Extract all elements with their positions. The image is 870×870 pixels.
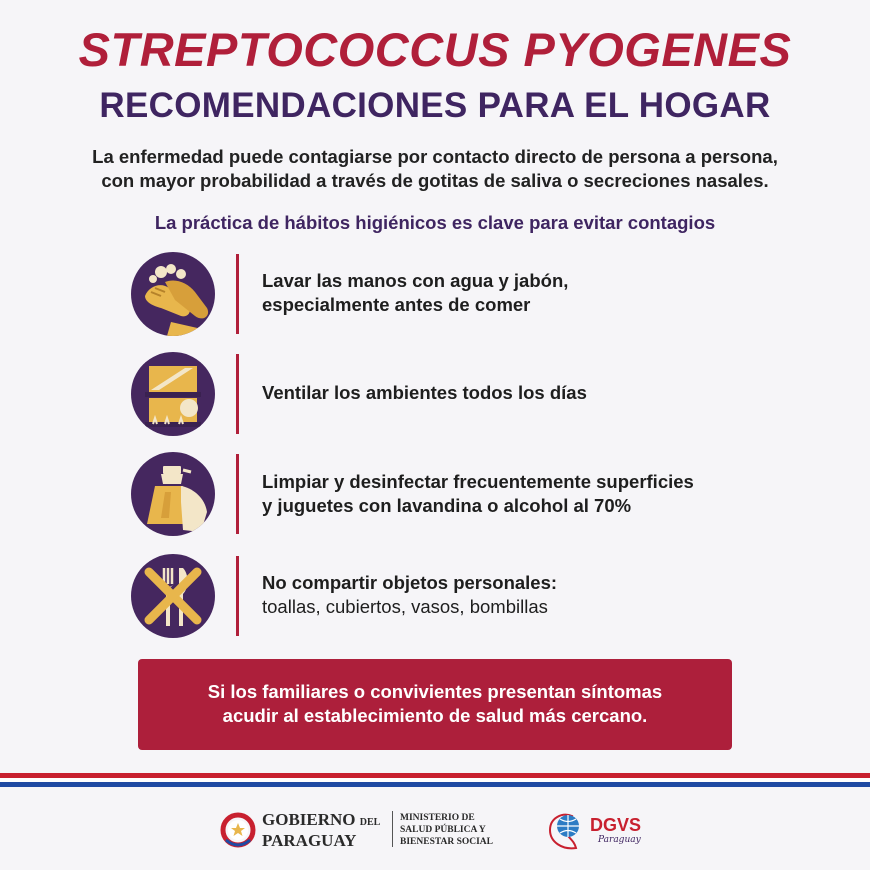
recommendation-4-line-2: toallas, cubiertos, vasos, bombillas bbox=[262, 596, 548, 617]
banner-line-2: acudir al establecimiento de salud más cercano. bbox=[222, 705, 648, 726]
divider-1 bbox=[236, 254, 239, 334]
no-cutlery-icon bbox=[131, 554, 215, 638]
recommendation-3-line-1: Limpiar y desinfectar frecuentemente superficies bbox=[262, 471, 694, 492]
ministry-line-1: MINISTERIO DE bbox=[400, 813, 475, 823]
recommendation-3 bbox=[262, 470, 822, 518]
divider-2 bbox=[236, 354, 239, 434]
recommendation-1-line-1: Lavar las manos con agua y jabón, bbox=[262, 270, 569, 291]
footer-separator bbox=[392, 811, 393, 847]
dgvs-globe-icon bbox=[546, 808, 590, 852]
ministry-logo-text bbox=[400, 812, 493, 848]
dgvs-logo-text: DGVS bbox=[590, 815, 642, 835]
gov-logo-text bbox=[262, 811, 380, 850]
gov-line-1: GOBIERNO bbox=[262, 810, 356, 829]
window-icon bbox=[131, 352, 215, 436]
poster-title: STREPTOCOCCUS PYOGENES bbox=[78, 23, 792, 76]
recommendation-2-line-1: Ventilar los ambientes todos los días bbox=[262, 382, 587, 403]
ministry-line-2: SALUD PÚBLICA Y bbox=[400, 825, 486, 835]
key-message: La práctica de hábitos higiénicos es clave para evitar contagios bbox=[154, 212, 716, 233]
intro-line-2: con mayor probabilidad a través de gotitas de saliva o secreciones nasales. bbox=[101, 170, 769, 191]
divider-4 bbox=[236, 556, 239, 636]
divider-3 bbox=[236, 454, 239, 534]
gov-del: DEL bbox=[359, 817, 381, 828]
recommendation-2 bbox=[262, 381, 822, 405]
recommendation-3-line-2: y juguetes con lavandina o alcohol al 70% bbox=[262, 495, 632, 516]
poster-subtitle: RECOMENDACIONES PARA EL HOGAR bbox=[99, 86, 771, 125]
recommendation-4 bbox=[262, 571, 822, 619]
hand-washing-icon bbox=[131, 252, 215, 336]
warning-banner bbox=[138, 659, 732, 750]
recommendation-4-line-1: No compartir objetos personales: bbox=[262, 572, 558, 593]
ministry-line-3: BIENESTAR SOCIAL bbox=[400, 837, 494, 847]
flag-stripe-blue bbox=[0, 782, 870, 787]
intro-line-1: La enfermedad puede contagiarse por contacto directo de persona a persona, bbox=[92, 146, 778, 167]
recommendation-1-line-2: especialmente antes de comer bbox=[262, 294, 531, 315]
dgvs-sub-text: Paraguay bbox=[598, 835, 641, 845]
recommendation-1 bbox=[262, 269, 822, 317]
banner-line-1: Si los familiares o convivientes presentan síntomas bbox=[207, 681, 663, 702]
gov-line-2: PARAGUAY bbox=[262, 831, 357, 850]
intro-text bbox=[40, 145, 830, 193]
paraguay-seal-icon bbox=[218, 810, 258, 850]
spray-bottle-icon bbox=[131, 452, 215, 536]
